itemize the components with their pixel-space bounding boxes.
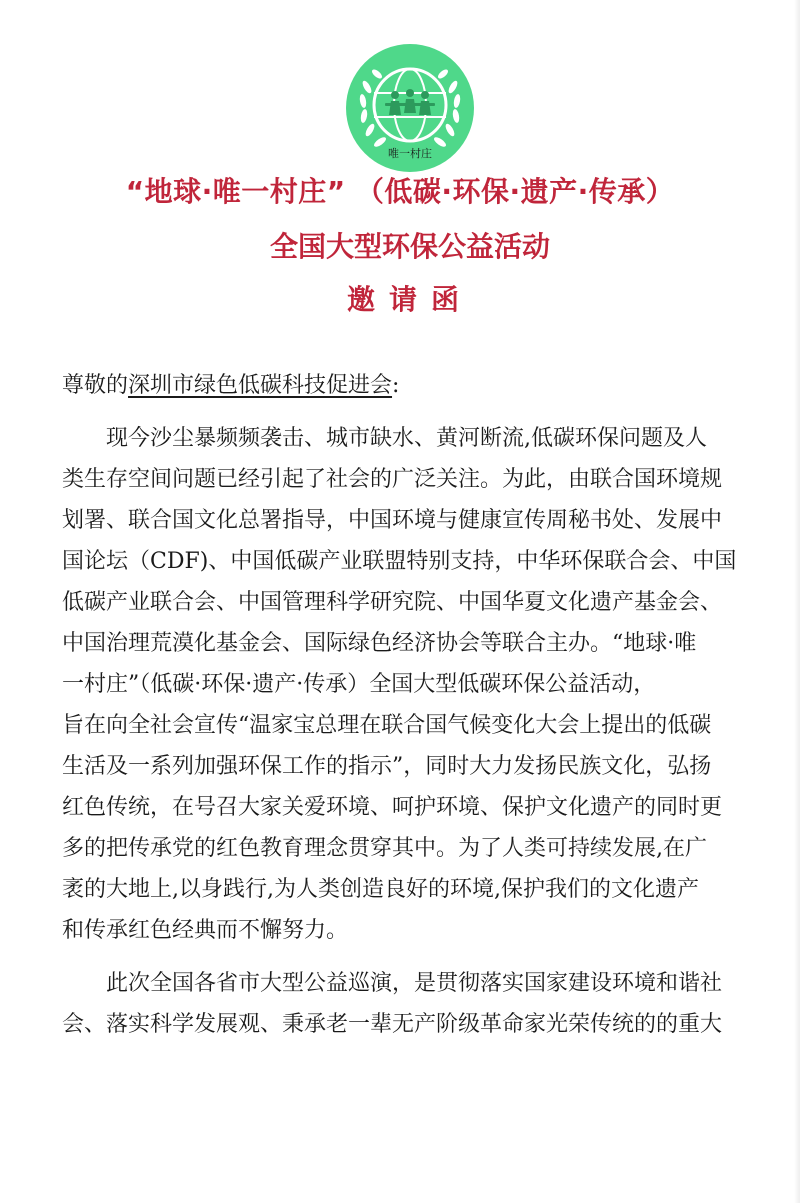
- paragraph-line: 多的把传承党的红色教育理念贯穿其中。为了人类可持续发展,在广: [62, 836, 707, 861]
- scan-edge-shadow: [794, 0, 800, 1203]
- paragraph-line: 一村庄”（低碳·环保·遗产·传承）全国大型低碳环保公益活动，: [62, 672, 656, 697]
- earth-village-logo: [345, 43, 475, 173]
- paragraph-line: 类生存空间问题已经引起了社会的广泛关注。为此，由联合国环境规: [62, 467, 723, 492]
- paragraph-line: 和传承红色经典而不懈努力。: [62, 918, 349, 943]
- letter-body: [62, 365, 752, 1045]
- paragraph-line: 红色传统，在号召大家关爱环境、呵护环境、保护文化遗产的同时更: [62, 795, 723, 820]
- dancing-figures-icon: [385, 89, 435, 115]
- salutation-prefix: 尊敬的: [62, 373, 129, 398]
- paragraph-line: 现今沙尘暴频频袭击、城市缺水、黄河断流,低碳环保问题及人: [106, 426, 707, 451]
- title-line-3: 邀请函: [346, 283, 473, 316]
- paragraph-line: 中国治理荒漠化基金会、国际绿色经济协会等联合主办。“地球·唯: [62, 631, 697, 656]
- paragraph-2: [62, 963, 752, 1045]
- paragraph-line: 袤的大地上,以身践行,为人类创造良好的环境,保护我们的文化遗产: [62, 877, 699, 902]
- paragraph-line: 生活及一系列加强环保工作的指示”，同时大力发扬民族文化，弘扬: [62, 754, 712, 779]
- salutation-suffix: :: [392, 373, 400, 398]
- title-line-2: 全国大型环保公益活动: [269, 230, 550, 263]
- salutation: [62, 365, 752, 406]
- paragraph-line: 旨在向全社会宣传“温家宝总理在联合国气候变化大会上提出的低碳: [62, 713, 712, 738]
- paragraph-line: 低碳产业联合会、中国管理科学研究院、中国华夏文化遗产基金会、: [62, 590, 723, 615]
- paragraph-line: 会、落实科学发展观、秉承老一辈无产阶级革命家光荣传统的的重大: [62, 1012, 723, 1037]
- paragraph-1: [62, 418, 752, 951]
- title-line-1: “地球·唯一村庄” （低碳·环保·遗产·传承）: [125, 175, 675, 208]
- logo-caption: 唯一村庄: [388, 147, 432, 160]
- recipient-name: 深圳市绿色低碳科技促进会: [128, 373, 393, 398]
- paragraph-line: 国论坛（CDF)、中国低碳产业联盟特别支持，中华环保联合会、中国: [62, 549, 737, 574]
- paragraph-line: 划署、联合国文化总署指导，中国环境与健康宣传周秘书处、发展中: [62, 508, 723, 533]
- paragraph-line: 此次全国各省市大型公益巡演，是贯彻落实国家建设环境和谐社: [106, 971, 723, 996]
